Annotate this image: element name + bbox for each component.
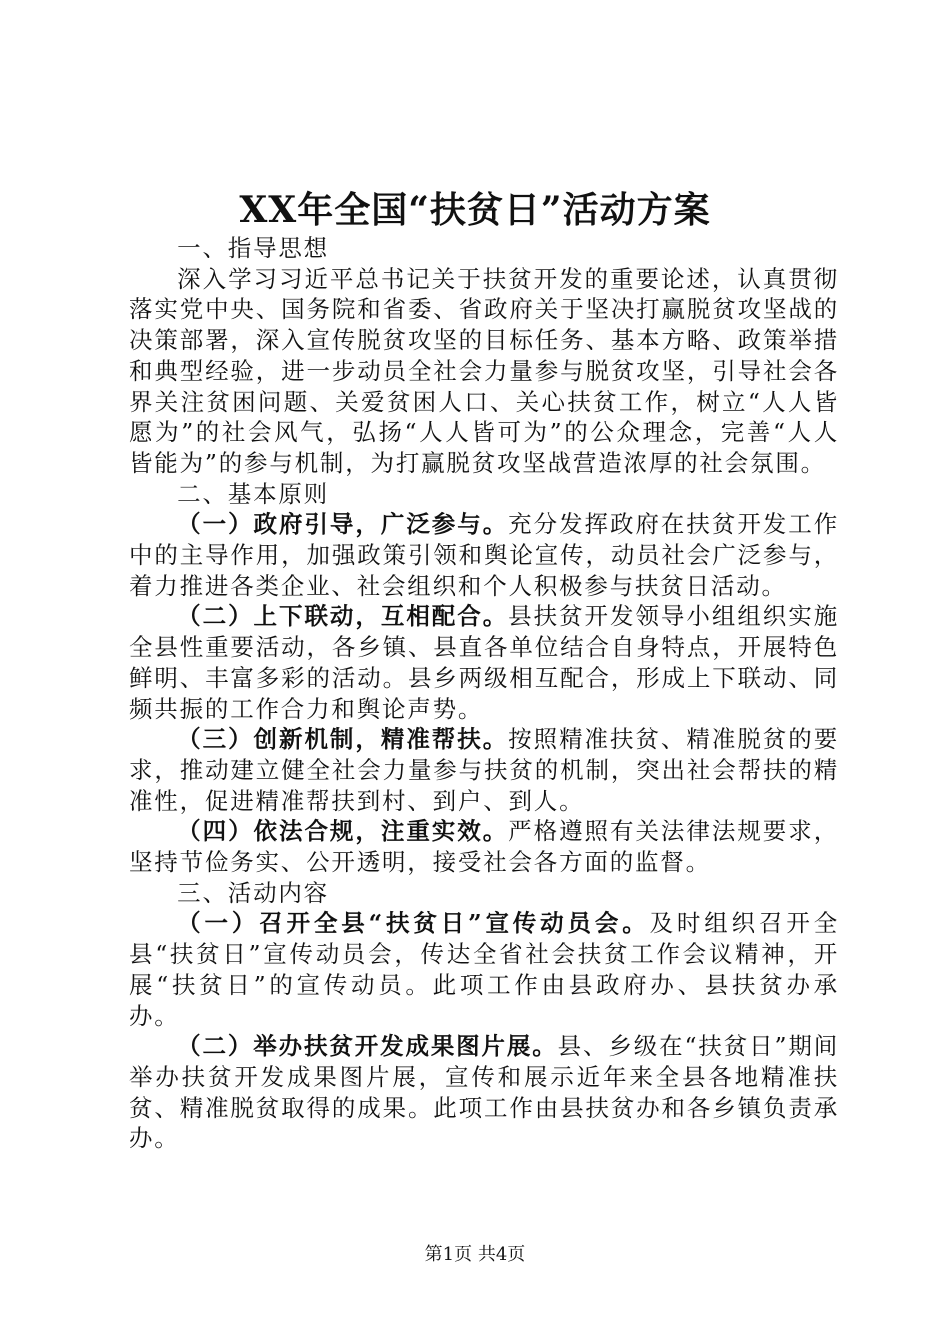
page-indicator: 第1页 共4页 [424, 1244, 526, 1265]
section-heading: 三、活动内容 [177, 878, 329, 907]
section-heading: 一、指导思想 [177, 234, 329, 262]
document-body [129, 233, 839, 1154]
paragraph-text: 充分发挥政府在扶贫开发工作中的主导作用，加强政策引领和舆论宣传，动员社会广泛参与，着力推进各类企业、社会组织和个人积极参与扶贫日活动。 [129, 510, 839, 600]
paragraph-lead: （一）召开全县“扶贫日”宣传动员会。 [177, 909, 650, 938]
paragraph-text: 按照精准扶贫、精准脱贫的要求，推动建立健全社会力量参与扶贫的机制，突出社会帮扶的精准性，促进精准帮扶到村、到户、到人。 [129, 725, 839, 815]
paragraph-lead: （一）政府引导，广泛参与。 [177, 510, 509, 539]
paragraph-text: 县扶贫开发领导小组组织实施全县性重要活动，各乡镇、县直各单位结合自身特点，开展特色鲜明、丰富多彩的活动。县乡两级相互配合，形成上下联动、同频共振的工作合力和舆论声势。 [129, 602, 839, 723]
document-title: XX年全国“扶贫日”活动方案 [239, 189, 711, 231]
paragraph-lead: （二）举办扶贫开发成果图片展。 [177, 1032, 558, 1061]
paragraph [129, 264, 839, 479]
paragraph-lead: （二）上下联动，互相配合。 [177, 602, 509, 631]
paragraph [129, 1031, 839, 1154]
paragraph [129, 816, 839, 877]
section-heading: 二、基本原则 [177, 479, 329, 508]
paragraph [129, 509, 839, 601]
paragraph [129, 908, 839, 1031]
paragraph-lead: （三）创新机制，精准帮扶。 [177, 725, 509, 754]
paragraph [129, 724, 839, 816]
paragraph-lead: （四）依法合规，注重实效。 [177, 817, 509, 846]
paragraph-text: 严格遵照有关法律法规要求，坚持节俭务实、公开透明，接受社会各方面的监督。 [129, 817, 839, 877]
paragraph-text: 及时组织召开全县“扶贫日”宣传动员会，传达全省社会扶贫工作会议精神，开展“扶贫日”的宣传动员。此项工作由县政府办、县扶贫办承办。 [129, 909, 839, 1030]
paragraph-text: 深入学习习近平总书记关于扶贫开发的重要论述，认真贯彻落实党中央、国务院和省委、省政府关于坚决打赢脱贫攻坚战的决策部署，深入宣传脱贫攻坚的目标任务、基本方略、政策举措和典型经验，进一步动员全社会力量参与脱贫攻坚，引导社会各界关注贫困问题、关爱贫困人口、关心扶贫工作，树立“人人皆愿为”的社会风气，弘扬“人人皆可为”的公众理念，完善“人人皆能为”的参与机制，为打赢脱贫攻坚战营造浓厚的社会氛围。 [129, 264, 839, 477]
paragraph-text: 县、乡级在“扶贫日”期间举办扶贫开发成果图片展，宣传和展示近年来全县各地精准扶贫、精准脱贫取得的成果。此项工作由县扶贫办和各乡镇负责承办。 [129, 1032, 839, 1153]
paragraph [129, 601, 839, 724]
